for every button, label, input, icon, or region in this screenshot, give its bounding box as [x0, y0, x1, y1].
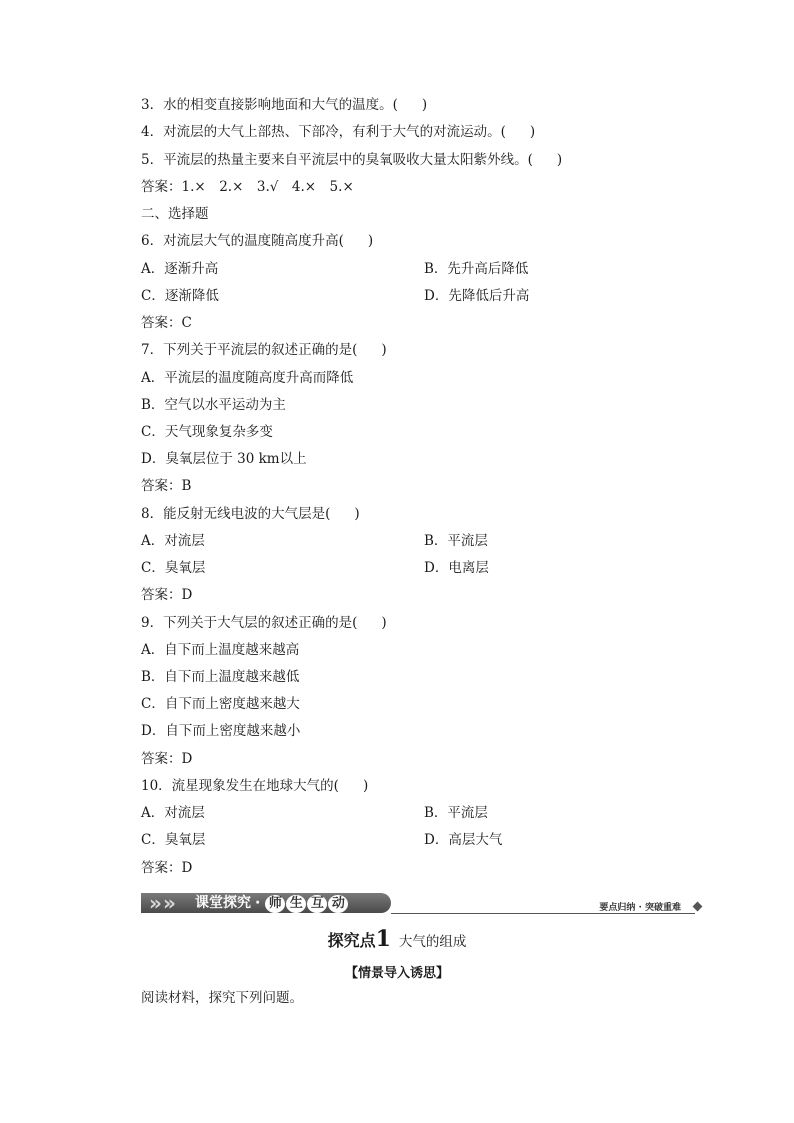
chevron-right-icon: »	[149, 891, 162, 915]
question-7-answer: 答案：B	[141, 478, 192, 494]
question-7-option-b: B．空气以水平运动为主	[141, 397, 286, 413]
question-10-option-c: C．臭氧层	[141, 832, 206, 848]
question-8-option-d: D．电离层	[424, 560, 489, 576]
question-10-option-d: D．高层大气	[424, 832, 503, 848]
section-banner	[141, 889, 703, 917]
question-8-option-c: C．臭氧层	[141, 560, 206, 576]
question-10-answer: 答案：D	[141, 860, 193, 876]
explore-heading: 探究点1 大气的组成	[327, 926, 467, 952]
badge-char: 动	[328, 895, 348, 913]
question-7-option-d: D．臭氧层位于 30 km以上	[141, 451, 307, 467]
diamond-icon	[693, 902, 703, 912]
badge-char: 师	[265, 895, 285, 913]
chevron-right-icon: »	[163, 891, 176, 915]
banner-right-text: 要点归纳 · 突破重难	[599, 903, 681, 913]
question-10-stem: 10．流星现象发生在地球大气的( )	[141, 778, 369, 794]
question-10-option-a: A．对流层	[141, 805, 205, 821]
question-9-answer: 答案：D	[141, 751, 193, 767]
judgement-question-3: 3．水的相变直接影响地面和大气的温度。( )	[141, 97, 428, 113]
banner-divider	[391, 913, 695, 914]
question-6-option-d: D．先降低后升高	[424, 288, 530, 304]
question-8-option-b: B．平流层	[424, 533, 488, 549]
question-9-stem: 9．下列关于大气层的叙述正确的是( )	[141, 615, 387, 631]
question-9-option-c: C．自下而上密度越来越大	[141, 696, 300, 712]
banner-title: 课堂探究 · 师 生 互 动	[195, 893, 348, 913]
question-8-option-a: A．对流层	[141, 533, 205, 549]
judgement-answer: 答案：1.× 2.× 3.√ 4.× 5.×	[141, 179, 354, 195]
question-6-option-c: C．逐渐降低	[141, 288, 219, 304]
question-9-option-a: A．自下而上温度越来越高	[141, 642, 300, 658]
explore-subtitle: 【情景导入诱思】	[344, 966, 449, 981]
question-6-option-a: A．逐渐升高	[141, 261, 219, 277]
badge-char: 生	[286, 895, 306, 913]
question-6-answer: 答案：C	[141, 315, 192, 331]
badge-char: 互	[307, 895, 327, 913]
question-7-option-c: C．天气现象复杂多变	[141, 424, 273, 440]
section-heading-choice: 二、选择题	[141, 206, 209, 222]
question-10-option-b: B．平流层	[424, 805, 488, 821]
explore-intro: 阅读材料，探究下列问题。	[141, 990, 303, 1006]
question-7-stem: 7．下列关于平流层的叙述正确的是( )	[141, 342, 387, 358]
judgement-question-5: 5．平流层的热量主要来自平流层中的臭氧吸收大量太阳紫外线。( )	[141, 152, 563, 168]
question-9-option-b: B．自下而上温度越来越低	[141, 669, 300, 685]
question-9-option-d: D．自下而上密度越来越小	[141, 723, 301, 739]
question-8-answer: 答案：D	[141, 587, 193, 603]
question-6-option-b: B．先升高后降低	[424, 261, 529, 277]
judgement-question-4: 4．对流层的大气上部热、下部冷，有利于大气的对流运动。( )	[141, 124, 536, 140]
question-8-stem: 8．能反射无线电波的大气层是( )	[141, 506, 360, 522]
question-6-stem: 6．对流层大气的温度随高度升高( )	[141, 233, 374, 249]
question-7-option-a: A．平流层的温度随高度升高而降低	[141, 370, 354, 386]
